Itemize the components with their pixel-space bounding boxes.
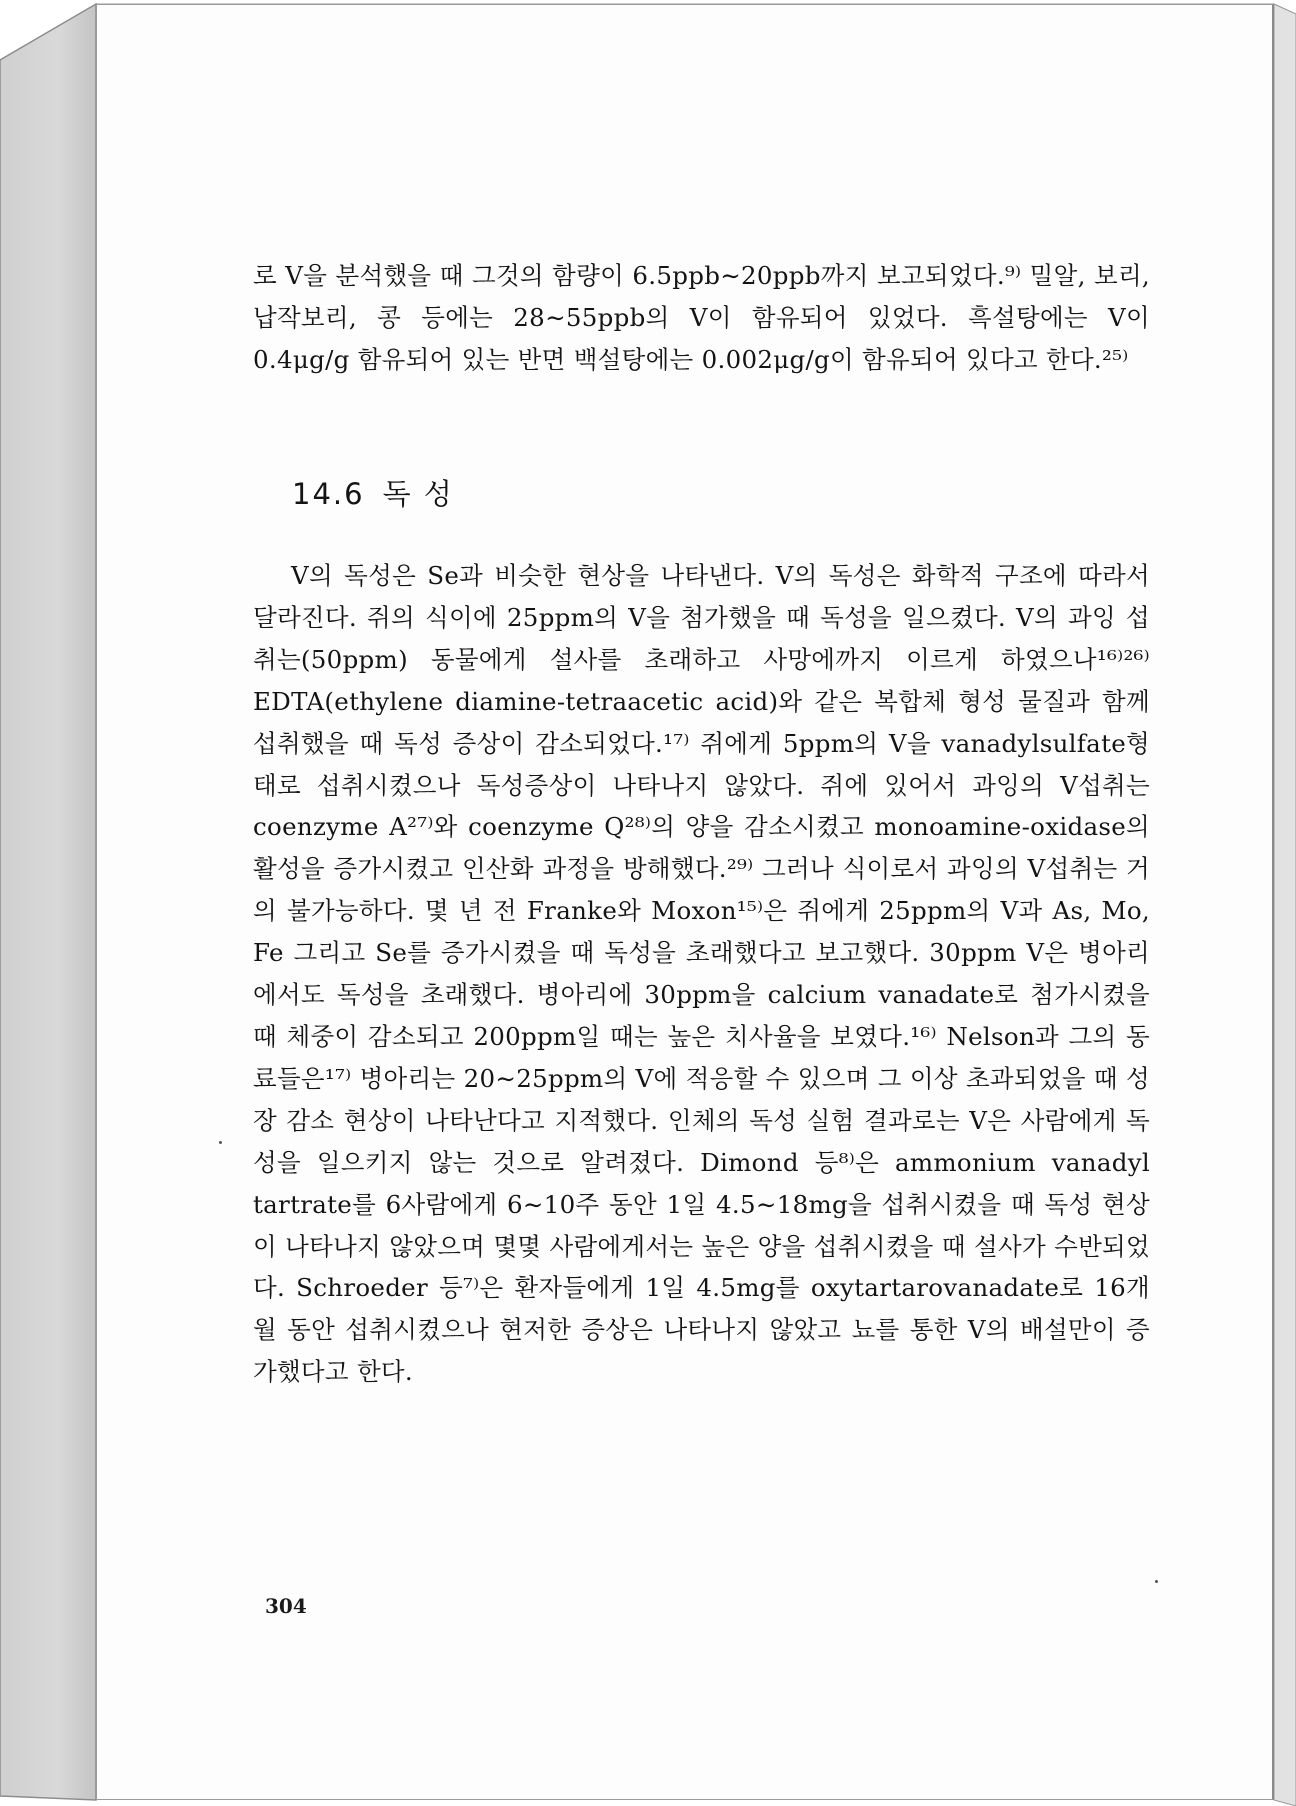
margin-mark: [1155, 1580, 1158, 1583]
book-right-edge: [1274, 4, 1296, 1806]
margin-mark: [219, 1141, 222, 1144]
section-title: 독 성: [382, 477, 454, 511]
section-heading: [292, 472, 454, 513]
page-number: 304: [265, 1594, 307, 1618]
paragraph-toxicity: V의 독성은 Se과 비슷한 현상을 나타낸다. V의 독성은 화학적 구조에 따라서 달라진다. 쥐의 식이에 25ppm의 V을 첨가했을 때 독성을 일으켰다. V의 과잉 섭취는(50ppm) 동물에게 설사를 초래하고 사망에까지 이르게 하였으나¹⁶⁾²⁶⁾ EDTA(ethylene diamine-tetraacetic acid)와 같은 복합체 형성 물질과 함께 섭취했을 때 독성 증상이 감소되었다.¹⁷⁾ 쥐에게 5ppm의 V을 vanadylsulfate형태로 섭취시켰으나 독성증상이 나타나지 않았다. 쥐에 있어서 과잉의 V섭취는 coenzyme A²⁷⁾와 coenzyme Q²⁸⁾의 양을 감소시켰고 monoamine-oxidase의 활성을 증가시켰고 인산화 과정을 방해했다.²⁹⁾ 그러나 식이로서 과잉의 V섭취는 거의 불가능하다. 몇 년 전 Franke와 Moxon¹⁵⁾은 쥐에게 25ppm의 V과 As, Mo, Fe 그리고 Se를 증가시켰을 때 독성을 초래했다고 보고했다. 30ppm V은 병아리에서도 독성을 초래했다. 병아리에 30ppm을 calcium vanadate로 첨가시켰을 때 체중이 감소되고 200ppm일 때는 높은 치사율을 보였다.¹⁶⁾ Nelson과 그의 동료들은¹⁷⁾ 병아리는 20∼25ppm의 V에 적응할 수 있으며 그 이상 초과되었을 때 성장 감소 현상이 나타난다고 지적했다. 인체의 독성 실험 결과로는 V은 사람에게 독성을 일으키지 않는 것으로 알려졌다. Dimond 등⁸⁾은 ammonium vanadyl tartrate를 6사람에게 6∼10주 동안 1일 4.5∼18mg을 섭취시켰을 때 독성 현상이 나타나지 않았으며 몇몇 사람에게서는 높은 양을 섭취시켰을 때 설사가 수반되었다. Schroeder 등⁷⁾은 환자들에게 1일 4.5mg를 oxytartarovanadate로 16개월 동안 섭취시켰으나 현저한 증상은 나타나지 않았고 뇨를 통한 V의 배설만이 증가했다고 한다.: [253, 561, 1150, 1387]
section-number: 14.6: [292, 477, 365, 511]
paragraph-intro: 로 V을 분석했을 때 그것의 함량이 6.5ppb∼20ppb까지 보고되었다.⁹⁾ 밀알, 보리, 납작보리, 콩 등에는 28∼55ppb의 V이 함유되어 있었다. 흑설탕에는 V이 0.4μg/g 함유되어 있는 반면 백설탕에는 0.002μg/g이 함유되어 있다고 한다.²⁵⁾: [253, 261, 1150, 374]
body-text-block: [253, 255, 1150, 381]
book-side-edge: [0, 4, 96, 1800]
